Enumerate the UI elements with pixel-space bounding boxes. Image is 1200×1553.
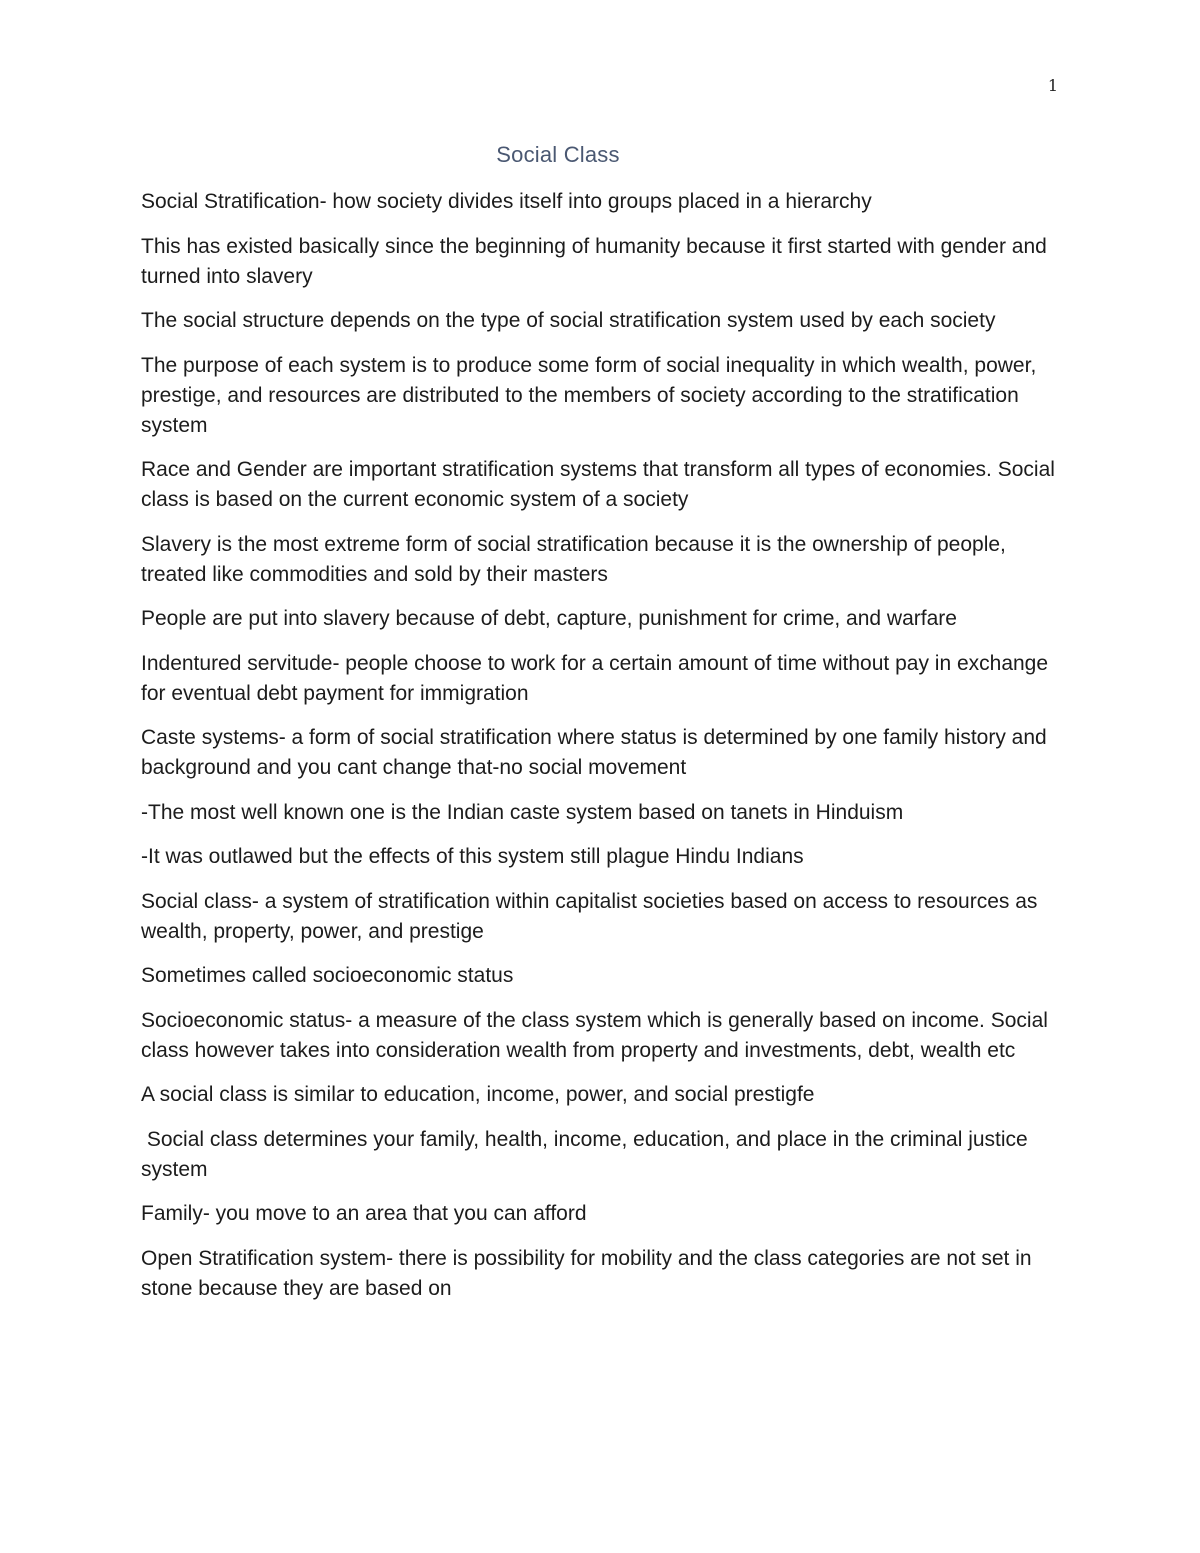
paragraph-socioeconomic-status: Socioeconomic status- a measure of the class system which is generally based on income. Social class however takes into consideration wealth from property and investments, debt, wealth etc	[141, 1008, 1054, 1062]
paragraph-history: This has existed basically since the beginning of humanity because it first started with gender and turned into slavery	[141, 234, 1053, 288]
paragraph-race-gender: Race and Gender are important stratification systems that transform all types of economies. Social class is based on the current economic system of a society	[141, 458, 1061, 511]
paragraph-slavery: Slavery is the most extreme form of social stratification because it is the ownership of people, treated like commodities and sold by their masters	[141, 532, 1012, 586]
paragraph-indentured-servitude: Indentured servitude- people choose to work for a certain amount of time without pay in exchange for eventual debt payment for immigration	[141, 651, 1054, 705]
paragraph-social-class-similar: A social class is similar to education, income, power, and social prestigfe	[141, 1083, 815, 1106]
document-title: Social Class	[496, 142, 620, 167]
paragraph-socioeconomic-status-alias: Sometimes called socioeconomic status	[141, 964, 514, 987]
paragraph-social-class-determines: Social class determines your family, health, income, education, and place in the criminal justice system	[141, 1127, 1034, 1181]
paragraph-social-stratification: Social Stratification- how society divides itself into groups placed in a hierarchy	[141, 190, 872, 213]
paragraph-outlawed: -It was outlawed but the effects of this system still plague Hindu Indians	[141, 845, 804, 868]
page-number: 1	[1047, 76, 1058, 95]
document-body	[141, 187, 1061, 1318]
paragraph-social-structure: The social structure depends on the type of social stratification system used by each society	[141, 309, 996, 332]
paragraph-purpose: The purpose of each system is to produce some form of social inequality in which wealth, power, prestige, and resources are distributed to the members of society according to the stratification system	[141, 353, 1043, 437]
paragraph-open-stratification: Open Stratification system- there is possibility for mobility and the class categories are not set in stone because they are based on	[141, 1246, 1038, 1300]
paragraph-slavery-causes: People are put into slavery because of debt, capture, punishment for crime, and warfare	[141, 607, 957, 630]
paragraph-caste-systems: Caste systems- a form of social stratification where status is determined by one family history and background and you cant change that-no social movement	[141, 726, 1053, 779]
paragraph-indian-caste: -The most well known one is the Indian caste system based on tanets in Hinduism	[141, 800, 904, 824]
paragraph-social-class: Social class- a system of stratification within capitalist societies based on access to resources as wealth, property, power, and prestige	[141, 889, 1044, 943]
paragraph-family: Family- you move to an area that you can afford	[141, 1202, 587, 1225]
